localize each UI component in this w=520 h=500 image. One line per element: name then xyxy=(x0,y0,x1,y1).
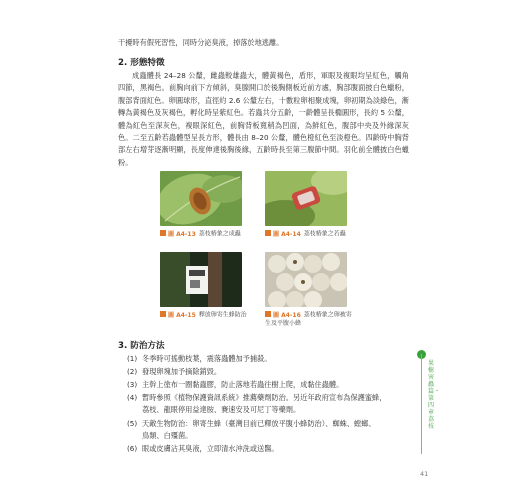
figure-caption-4 xyxy=(265,311,355,329)
item-number: (3) xyxy=(127,380,138,389)
control-item-4 xyxy=(127,392,417,417)
item-text: 發現卵塊加予摘除銷毀。 xyxy=(142,367,222,376)
photo-adult-bug xyxy=(160,171,242,226)
control-item-5 xyxy=(127,418,417,443)
photo-nymph xyxy=(265,171,347,226)
intro-paragraph: 干擾時有假死習性，同時分泌臭液，掉落於地逃離。 xyxy=(118,38,284,47)
control-item-3 xyxy=(127,379,417,391)
figure-caption-2 xyxy=(265,230,365,239)
item-text: 眼或皮膚沾其臭液，立即清水沖洗或送醫。 xyxy=(142,444,279,453)
item-number: (5) xyxy=(127,419,138,428)
sidebar-divider xyxy=(421,354,422,454)
item-text: 主幹上塗布一圈黏蟲膠，防止落地若蟲往樹上爬，成黏住蟲體。 xyxy=(142,380,344,389)
figure-caption-3 xyxy=(160,311,260,320)
figure-caption-1 xyxy=(160,230,260,239)
item-text-continued: 荔枝、龍眼停用益達胺、賽速安及可尼丁等藥劑。 xyxy=(142,405,301,415)
item-text: 天敵生物防治：卵寄生蜂（臺灣目前已釋放平腹小蜂防治）、蜘蛛、螳螂、 xyxy=(142,419,376,428)
figure-text: 荔枝椿象之成蟲 xyxy=(198,230,241,238)
figure-number: 圖 A4-14 xyxy=(273,230,301,238)
figure-text: 荔枝椿象之若蟲 xyxy=(303,230,346,238)
section-heading-control: 3. 防治方法 xyxy=(118,341,165,351)
item-number: (2) xyxy=(127,367,138,376)
item-text: 冬季時可搖動枝葉，震落蟲體加予捕殺。 xyxy=(142,354,272,363)
page-number: 41 xyxy=(420,470,429,478)
chapter-sidebar-label: 果樹害蟲篇・第四章 荔枝 xyxy=(428,360,441,430)
control-item-6 xyxy=(127,443,417,455)
figure-text: 釋放卵寄生蜂防治 xyxy=(198,311,247,319)
morphology-paragraph: 成蟲體長 24–28 公釐，雌蟲較雄蟲大，體黃褐色，盾形，軍眼及複眼均呈紅色，觸角四節，黑褐色。前胸向前下方傾斜，臭腺開口於後胸側板近前方處，胸部腹面披白色蠟粉，腹部背面紅色。卵圓球形，直徑約 2.6 公釐左右，十數粒卵相聚成塊，卵初期為淡綠色，漸轉為黃褐色及灰褐色，孵化時呈紫紅色。若蟲共分五齡，一齡體呈長橢圓形，長約 5 公釐，體為紅色至深灰色，複眼深紅色，前胸背板寬稍為凹面，為鮮紅色，腹部中央及外緣深灰色。二至五齡若蟲體型呈長方形，體長由 8–20 公釐，體色橙紅色至淡橙色。四齡時中胸背部左右增芽逐漸明顯，長度伸達後胸後緣，五齡時長至第三腹節中間。羽化前全體披白色蠟粉。 xyxy=(118,71,409,167)
item-number: (6) xyxy=(127,444,138,453)
figure-number: 圖 A4-16 xyxy=(273,311,301,319)
control-item-2 xyxy=(127,366,417,378)
item-number: (4) xyxy=(127,393,138,402)
figure-number: 圖 A4-15 xyxy=(168,311,196,319)
control-item-1 xyxy=(127,353,417,365)
photo-parasitized-eggs xyxy=(265,252,347,307)
item-text: 暫時參照《植物保護資訊系統》推薦藥劑防治。另近年政府宣布為保護蜜蜂， xyxy=(142,393,387,402)
photo-parasitoid-release xyxy=(160,252,242,307)
section-heading-morphology: 2. 形態特徵 xyxy=(118,58,165,68)
figure-number: 圖 A4-13 xyxy=(168,230,196,238)
item-number: (1) xyxy=(127,354,138,363)
item-text-continued: 鳥類、白殭菌。 xyxy=(142,431,193,441)
figure-text: 荔枝椿象之卵被寄生及平腹小蜂 xyxy=(265,311,352,327)
